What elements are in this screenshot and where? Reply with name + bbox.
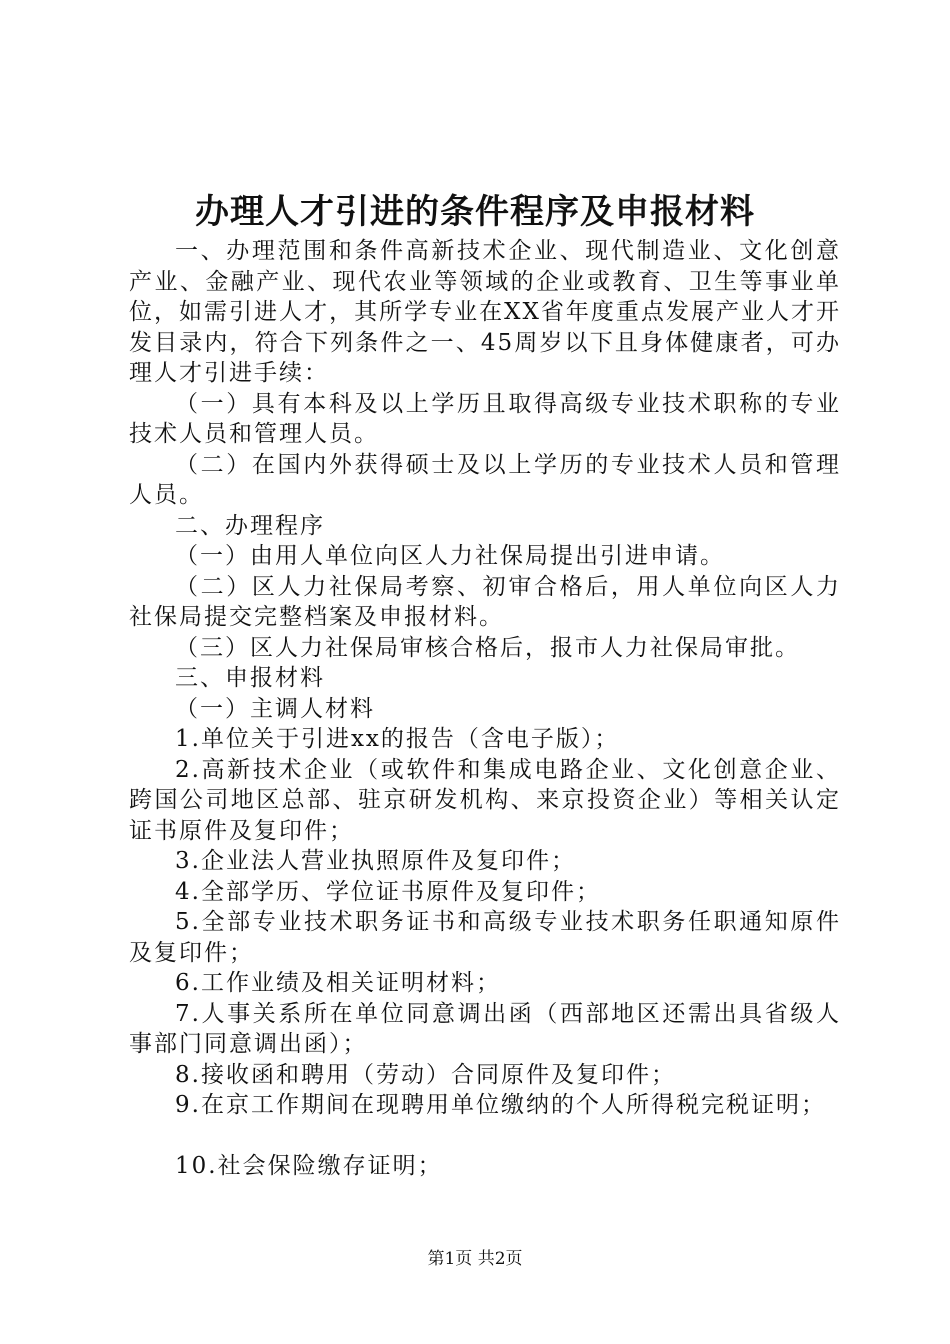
paragraph: 三、申报材料 [175,665,325,691]
paragraph: 二、办理程序 [175,512,325,539]
paragraph: （一）主调人材料 [175,695,375,722]
list-item: 5.全部专业技术职务证书和高级专业技术职务任职通知原件及复印件； [129,909,841,966]
list-item: 2.高新技术企业（或软件和集成电路企业、文化创意企业、跨国公司地区总部、驻京研发机构、来京投资企业）等相关认定证书原件及复印件； [129,756,841,844]
paragraph: （二）区人力社保局考察、初审合格后，用人单位向区人力社保局提交完整档案及申报材料。 [129,573,841,630]
list-item: 9.在京工作期间在现聘用单位缴纳的个人所得税完税证明； [175,1092,826,1118]
list-item: 3.企业法人营业执照原件及复印件； [175,848,576,874]
list-item: 10.社会保险缴存证明； [175,1152,443,1179]
paragraph: 一、办理范围和条件高新技术企业、现代制造业、文化创意产业、金融产业、现代农业等领域的企业或教育、卫生等事业单位，如需引进人才，其所学专业在XX省年度重点发展产业人才开发目录内，符合下列条件之一、45周岁以下且身体健康者，可办理人才引进手续： [129,238,841,386]
list-item: 7.人事关系所在单位同意调出函（西部地区还需出具省级人事部门同意调出函）； [129,1000,841,1057]
paragraph: （三）区人力社保局审核合格后，报市人力社保局审批。 [175,634,800,661]
page-footer: 第1页 共2页 [427,1249,523,1269]
list-item: 6.工作业绩及相关证明材料； [175,970,501,996]
document-body [129,236,841,1181]
list-item: 8.接收函和聘用（劳动）合同原件及复印件； [175,1061,676,1088]
document-title: 办理人才引进的条件程序及申报材料 [195,192,755,232]
paragraph: （二）在国内外获得硕士及以上学历的专业技术人员和管理人员。 [129,451,841,508]
list-item: 1.单位关于引进xx的报告（含电子版）； [175,726,620,752]
list-item: 4.全部学历、学位证书原件及复印件； [175,878,601,905]
paragraph: （一）由用人单位向区人力社保局提出引进申请。 [175,543,725,569]
paragraph: （一）具有本科及以上学历且取得高级专业技术职称的专业技术人员和管理人员。 [129,390,841,447]
